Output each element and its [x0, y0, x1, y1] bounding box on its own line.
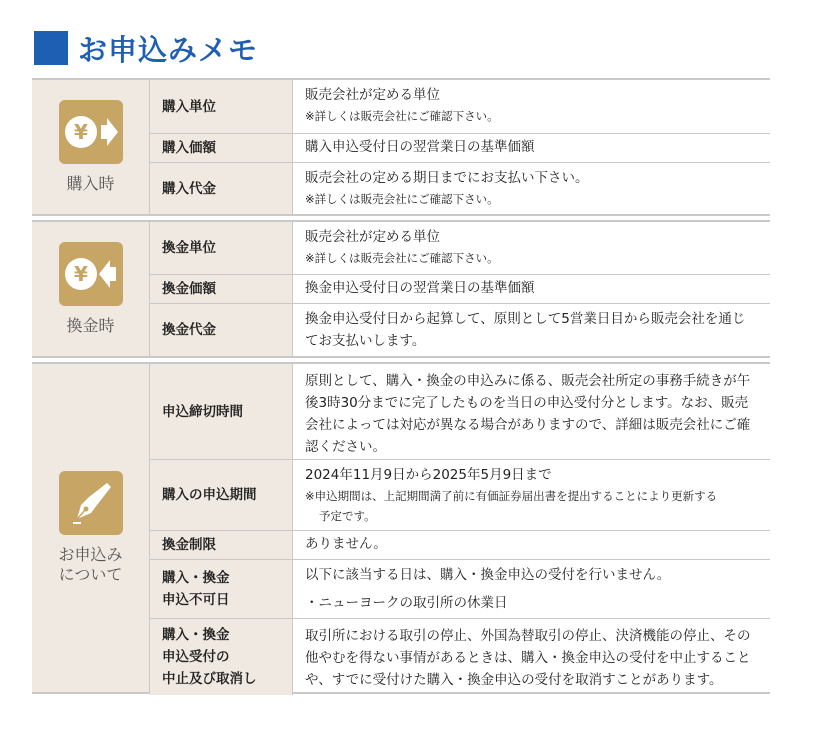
redemption-section-label	[32, 222, 150, 356]
row-head	[150, 560, 293, 618]
row-head	[150, 619, 293, 695]
svg-text:¥: ¥	[73, 120, 88, 144]
table-row	[150, 275, 770, 304]
row-head: 換金制限	[150, 531, 293, 559]
purchase-section-label	[32, 80, 150, 214]
row-note: ※詳しくは販売会社にご確認下さい。	[305, 192, 499, 206]
title-square-icon	[34, 31, 68, 65]
row-head-line: 申込不可日	[162, 592, 230, 608]
row-text: 販売会社の定める期日までにお支払い下さい。	[305, 170, 589, 186]
row-text: 2024年11月9日から2025年5月9日まで	[305, 467, 552, 483]
table-row	[150, 460, 770, 531]
purchase-label: 購入時	[66, 174, 115, 193]
row-text: 購入申込受付日の翌営業日の基準価額	[305, 139, 535, 155]
row-note: ※詳しくは販売会社にご確認下さい。	[305, 251, 499, 265]
row-text: 換金申込受付日の翌営業日の基準価額	[305, 280, 535, 296]
table-row	[150, 134, 770, 163]
row-text: ありません。	[305, 536, 387, 552]
row-head: 換金代金	[150, 304, 293, 356]
page-title: お申込みメモ	[78, 32, 259, 67]
row-head: 換金価額	[150, 275, 293, 303]
row-head: 購入代金	[150, 163, 293, 214]
redemption-label: 換金時	[66, 316, 115, 335]
row-text: 販売会社が定める単位	[305, 229, 440, 245]
purchase-section	[32, 78, 770, 216]
row-text: 原則として、購入・換金の申込みに係る、販売会社所定の事務手続きが午後3時30分までに完了したものを当日の申込受付分とします。なお、販売会社によっては対応が異なる場合がありますので、詳細は販売会社にご確認ください。	[305, 373, 751, 455]
row-body	[293, 80, 770, 133]
table-row	[150, 222, 770, 275]
row-head-line: 購入・換金	[162, 570, 230, 586]
table-row	[150, 304, 770, 356]
row-head: 購入の申込期間	[150, 460, 293, 530]
table-row	[150, 364, 770, 460]
row-head-line: 申込受付の	[162, 649, 230, 665]
row-head: 購入価額	[150, 134, 293, 162]
fountain-pen-icon	[59, 471, 123, 535]
row-note: ※申込期間は、上記期間満了前に有価証券届出書を提出することにより更新する	[305, 489, 718, 503]
table-row	[150, 560, 770, 619]
table-row	[150, 531, 770, 560]
row-text: 販売会社が定める単位	[305, 87, 440, 103]
yen-arrow-left-icon	[59, 242, 123, 306]
row-text: 取引所における取引の停止、外国為替取引の停止、決済機能の停止、その他やむを得ない事情があるときは、購入・換金申込の受付を中止することや、すでに受付けた購入・換金申込の受付を取消すことがあります。	[305, 628, 751, 688]
row-body	[293, 460, 770, 530]
row-body	[293, 222, 770, 274]
row-note: ※詳しくは販売会社にご確認下さい。	[305, 109, 499, 123]
table-row	[150, 619, 770, 695]
svg-text:¥: ¥	[73, 262, 88, 286]
row-head: 換金単位	[150, 222, 293, 274]
application-section	[32, 362, 770, 694]
row-note: 予定です。	[319, 509, 376, 523]
page-title-block	[34, 30, 258, 66]
row-head: 申込締切時間	[150, 364, 293, 459]
table-row	[150, 80, 770, 134]
application-label-line2: について	[58, 565, 123, 584]
row-head-line: 購入・換金	[162, 627, 230, 643]
table-row	[150, 163, 770, 214]
yen-arrow-right-icon	[59, 100, 123, 164]
application-section-label	[32, 364, 150, 692]
row-head-line: 中止及び取消し	[162, 671, 257, 687]
row-body	[293, 163, 770, 214]
row-text: 換金申込受付日から起算して、原則として5営業日目から販売会社を通じてお支払いします。	[305, 311, 746, 349]
row-body	[293, 560, 770, 618]
row-text: 以下に該当する日は、購入・換金申込の受付を行いません。	[305, 567, 671, 583]
application-label-line1: お申込み	[58, 545, 123, 564]
application-label	[58, 545, 122, 585]
row-text: ・ニューヨークの取引所の休業日	[305, 595, 508, 611]
row-head: 購入単位	[150, 80, 293, 133]
redemption-section	[32, 220, 770, 358]
